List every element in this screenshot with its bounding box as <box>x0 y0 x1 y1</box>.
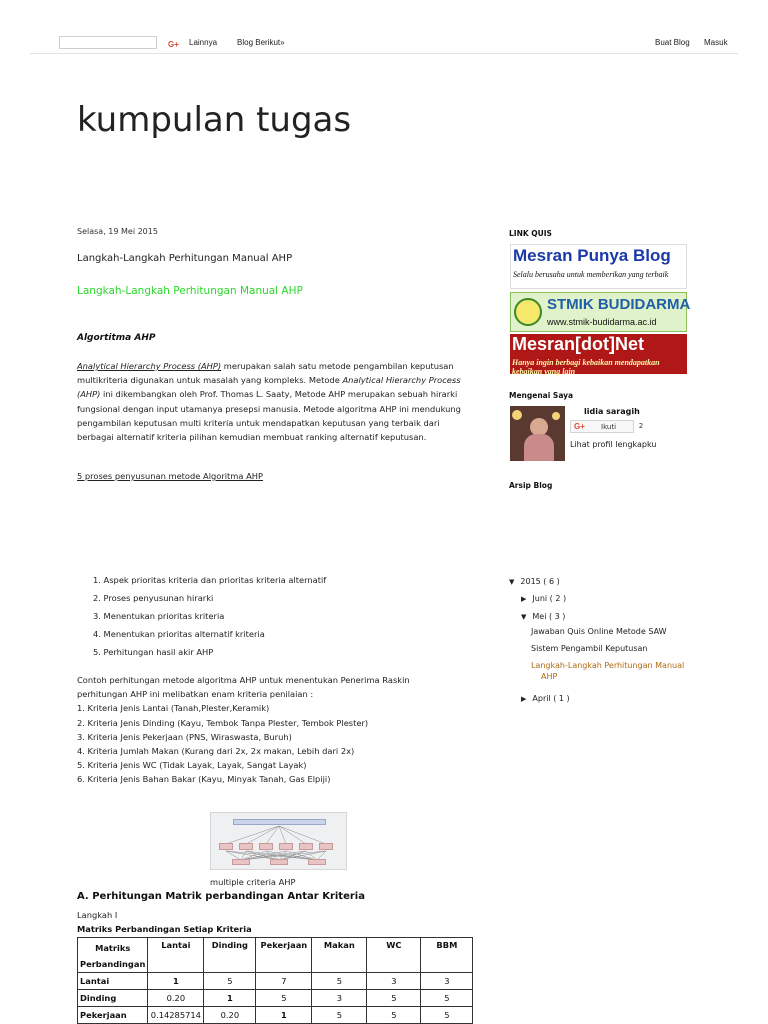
table-cell: 0.14285714 <box>148 1007 204 1024</box>
create-blog-link[interactable]: Buat Blog <box>655 38 690 47</box>
post-date: Selasa, 19 Mei 2015 <box>77 227 158 236</box>
list-item: 5. Perhitungan hasil akir AHP <box>93 647 214 657</box>
mesran-net-banner[interactable] <box>510 334 687 374</box>
post-heading-green: Langkah-Langkah Perhitungan Manual AHP <box>77 285 303 297</box>
hierarchy-alternative-box <box>232 859 250 865</box>
table-cell: 0.20 <box>204 1007 256 1024</box>
banner-subtitle: Hanya ingin berbagi kebaikan mendapatkan kebaikan yang lain <box>512 358 660 376</box>
example-text <box>77 673 477 787</box>
table-cell: 5 <box>312 1007 367 1024</box>
list-item: 1. Aspek prioritas kriteria dan prioritas kriteria alternatif <box>93 575 327 585</box>
intro-paragraph: Analytical Hierarchy Process (AHP) merupakan salah satu metode pengambilan keputusan multikriteria digunakan untuk masalah yang kompleks. Metode Analytical Hierarchy Process (AHP) ini dikembangkan oleh Prof. Thomas L. Saaty, Metode AHP merupakan sebuah hirarki fungsional dengan input utamanya presepsi manusia. Metode algoritma AHP ini mendukung pengambilan keputusan multi kriteria untuk mendapatkan keputusan yang terbaik dari berbagai alternatif kriteria pilihan kemudian membuat ranking alternatif keputusan. <box>77 361 461 443</box>
triangle-down-icon[interactable]: ▼ <box>521 613 527 621</box>
archive-post-link[interactable]: Sistem Pengambil Keputusan <box>531 644 648 653</box>
table-cell: 1 <box>148 973 204 990</box>
ahp-link[interactable]: Analytical Hierarchy Process (AHP) <box>77 361 222 371</box>
archive-year-2015[interactable]: ▼ 2015 ( 6 ) <box>509 577 560 586</box>
list-item: 4. Menentukan prioritas alternatif kriteria <box>93 629 265 639</box>
table-header-cell: Lantai <box>148 938 204 973</box>
profile-name[interactable]: lidia saragih <box>584 407 640 416</box>
archive-post-link-active[interactable]: Langkah-Langkah Perhitungan Manual <box>531 661 685 670</box>
banner-title: Mesran[dot]Net <box>512 334 645 354</box>
table-cell: 3 <box>421 973 473 990</box>
archive-month-june[interactable]: ▶ Juni ( 2 ) <box>521 594 567 603</box>
example-line: Contoh perhitungan metode algoritma AHP untuk menentukan Penerima Raskin <box>77 675 410 685</box>
table-cell: 7 <box>256 973 312 990</box>
archive-heading: Arsip Blog <box>509 481 553 490</box>
proses-link[interactable]: 5 proses penyusunan metode Algoritma AHP <box>77 471 264 481</box>
about-heading: Mengenai Saya <box>509 391 574 400</box>
triangle-right-icon[interactable]: ▶ <box>521 695 527 703</box>
hierarchy-criteria-box <box>239 843 253 850</box>
table-cell: 5 <box>367 1007 421 1024</box>
example-line: 2. Kriteria Jenis Dinding (Kayu, Tembok Tanpa Plester, Tembok Plester) <box>77 717 369 728</box>
table-cell: 5 <box>421 1007 473 1024</box>
list-item: 2. Proses penyusunan hirarki <box>93 593 214 603</box>
algorithm-heading: Algortitma AHP <box>77 333 156 343</box>
table-row <box>78 990 473 1007</box>
table-cell: Dinding <box>78 990 148 1007</box>
google-plus-icon: G+ <box>574 422 585 431</box>
step-label: Langkah I <box>77 910 118 920</box>
table-cell: Lantai <box>78 973 148 990</box>
comparison-matrix-table <box>77 937 473 1024</box>
triangle-right-icon[interactable]: ▶ <box>521 595 527 603</box>
hierarchy-criteria-box <box>299 843 313 850</box>
section-heading: A. Perhitungan Matrik perbandingan Antar Kriteria <box>77 891 365 902</box>
full-profile-link[interactable]: Lihat profil lengkapku <box>570 440 657 449</box>
table-row <box>78 973 473 990</box>
table-cell: 5 <box>204 973 256 990</box>
table-cell: 3 <box>367 973 421 990</box>
next-blog-link[interactable]: Blog Berikut» <box>237 38 285 47</box>
example-line: 4. Kriteria Jumlah Makan (Kurang dari 2x, 2x makan, Lebih dari 2x) <box>77 746 355 757</box>
banner-subtitle: www.stmik-budidarma.ac.id <box>547 317 657 327</box>
mesran-blog-banner[interactable] <box>510 244 687 289</box>
hierarchy-criteria-box <box>259 843 273 850</box>
search-input[interactable] <box>59 36 157 49</box>
banner-title: STMIK BUDIDARMA <box>547 296 691 313</box>
triangle-down-icon[interactable]: ▼ <box>509 578 515 586</box>
hierarchy-goal-box <box>233 819 326 825</box>
blog-title[interactable]: kumpulan tugas <box>77 100 352 140</box>
figure-caption: multiple criteria AHP <box>210 877 296 887</box>
login-link[interactable]: Masuk <box>704 38 728 47</box>
table-row <box>78 1007 473 1024</box>
example-line: 1. Kriteria Jenis Lantai (Tanah,Plester,Keramik) <box>77 703 270 714</box>
archive-post-link[interactable]: Jawaban Quis Online Metode SAW <box>531 627 667 636</box>
navbar-divider <box>30 53 738 54</box>
table-header-cell: Dinding <box>204 938 256 973</box>
table-cell: 5 <box>256 990 312 1007</box>
table-cell: 5 <box>312 973 367 990</box>
example-line: 6. Kriteria Jenis Bahan Bakar (Kayu, Minyak Tanah, Gas Elpiji) <box>77 774 331 785</box>
table-cell: 1 <box>256 1007 312 1024</box>
table-cell: 5 <box>421 990 473 1007</box>
table-header-row <box>78 938 473 973</box>
post-title[interactable]: Langkah-Langkah Perhitungan Manual AHP <box>77 253 293 264</box>
archive-month-may[interactable]: ▼ Mei ( 3 ) <box>521 612 566 621</box>
table-header-cell: Makan <box>312 938 367 973</box>
table-header-cell: BBM <box>421 938 473 973</box>
list-item: 3. Menentukan prioritas kriteria <box>93 611 225 621</box>
profile-photo[interactable] <box>510 406 565 461</box>
archive-month-april[interactable]: ▶ April ( 1 ) <box>521 694 570 703</box>
more-link[interactable]: Lainnya <box>189 38 218 47</box>
follow-count: 2 <box>633 420 648 433</box>
example-line: 3. Kriteria Jenis Pekerjaan (PNS, Wiraswasta, Buruh) <box>77 731 292 742</box>
table-cell: 1 <box>204 990 256 1007</box>
link-quis-heading: LINK QUIS <box>509 229 552 238</box>
hierarchy-criteria-box <box>319 843 333 850</box>
table-header-cell: Matriks Perbandingan <box>78 938 148 973</box>
table-cell: 0.20 <box>148 990 204 1007</box>
banner-subtitle: Selalu berusaha untuk memberikan yang terbaik <box>513 270 669 279</box>
table-header-cell: WC <box>367 938 421 973</box>
stmik-logo-icon <box>514 298 542 326</box>
table-cell: Pekerjaan <box>78 1007 148 1024</box>
banner-title: Mesran Punya Blog <box>513 246 671 265</box>
example-line: perhitungan AHP ini melibatkan enam kriteria penilaian : <box>77 689 314 700</box>
matrix-heading: Matriks Perbandingan Setiap Kriteria <box>77 924 252 934</box>
table-cell: 5 <box>367 990 421 1007</box>
example-line: 5. Kriteria Jenis WC (Tidak Layak, Layak, Sangat Layak) <box>77 760 307 771</box>
table-cell: 3 <box>312 990 367 1007</box>
table-header-cell: Pekerjaan <box>256 938 312 973</box>
hierarchy-criteria-box <box>279 843 293 850</box>
hierarchy-criteria-box <box>219 843 233 850</box>
follow-label: Ikuti <box>601 423 617 431</box>
hierarchy-alternative-box <box>270 859 288 865</box>
navbar <box>0 0 768 56</box>
ahp-hierarchy-image[interactable] <box>210 812 347 870</box>
archive-post-link-active-cont[interactable]: AHP <box>541 672 558 681</box>
stmik-budidarma-banner[interactable] <box>510 292 691 332</box>
google-plus-icon[interactable]: G+ <box>168 40 179 49</box>
hierarchy-alternative-box <box>308 859 326 865</box>
